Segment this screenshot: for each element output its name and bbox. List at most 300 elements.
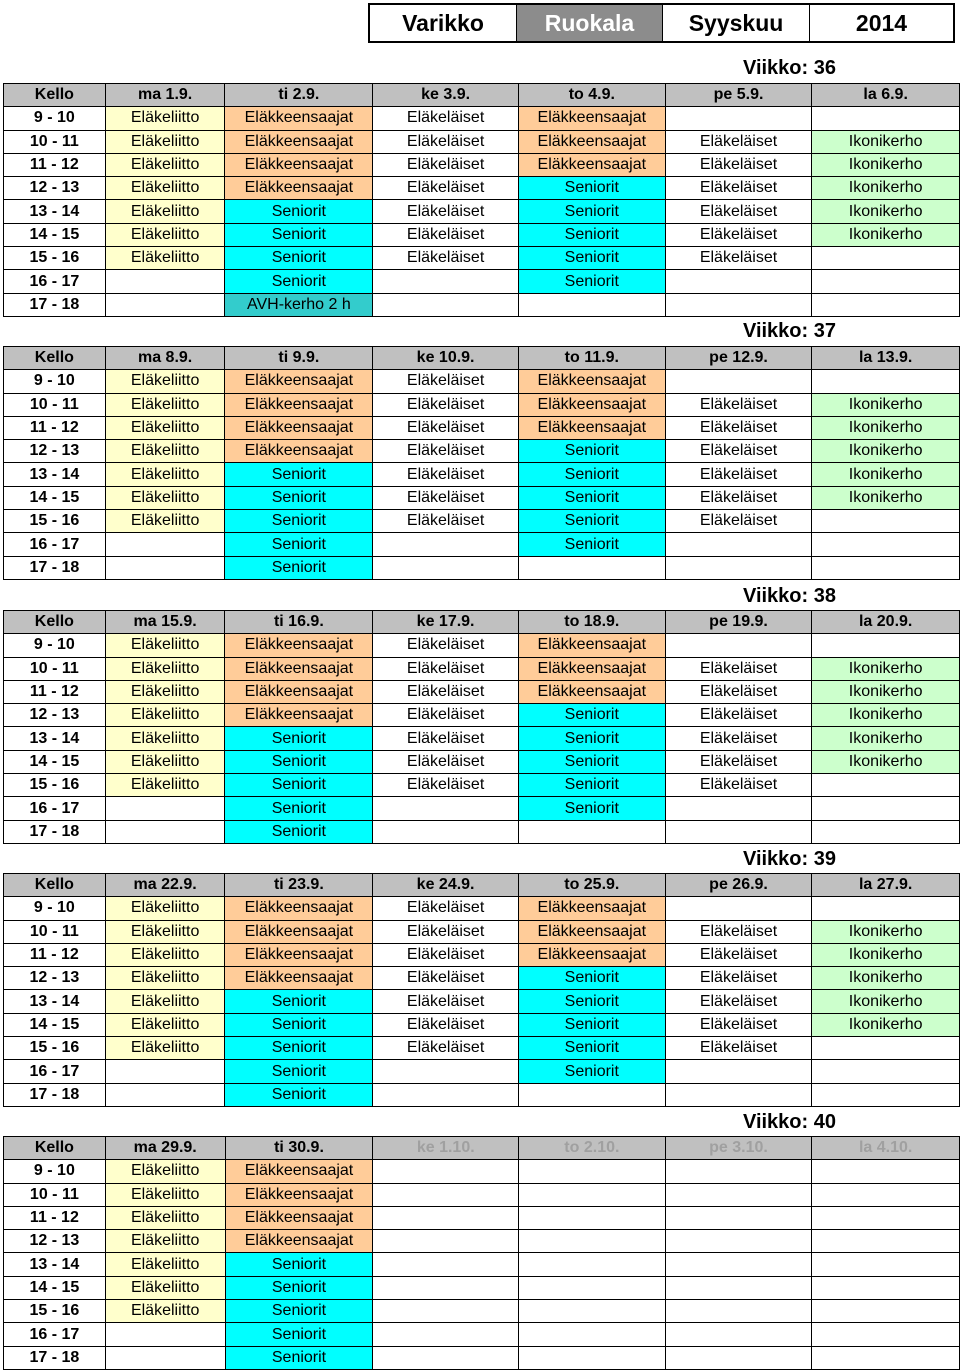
day-header: ke 24.9. bbox=[373, 874, 519, 897]
booking-seniorit: Seniorit bbox=[225, 1253, 373, 1276]
booking-elakkeensaajat: Eläkkeensaajat bbox=[225, 1160, 373, 1183]
empty-cell bbox=[812, 1276, 960, 1299]
time-slot: 10 - 11 bbox=[4, 393, 106, 416]
booking-elakelaiset: Eläkeläiset bbox=[665, 727, 812, 750]
header-row bbox=[4, 347, 960, 370]
booking-elakelaiset: Eläkeläiset bbox=[665, 1037, 812, 1060]
booking-elakkeensaajat: Eläkkeensaajat bbox=[225, 680, 373, 703]
table-row bbox=[4, 1230, 960, 1253]
week-schedule-table bbox=[3, 346, 960, 580]
booking-elakkeensaajat: Eläkkeensaajat bbox=[225, 107, 373, 130]
booking-ikonikerho: Ikonikerho bbox=[812, 943, 960, 966]
time-slot: 14 - 15 bbox=[4, 750, 106, 773]
week-schedule-table bbox=[3, 873, 960, 1107]
table-row bbox=[4, 820, 960, 843]
empty-cell bbox=[373, 270, 519, 293]
table-row bbox=[4, 1083, 960, 1106]
booking-ikonikerho: Ikonikerho bbox=[812, 416, 960, 439]
empty-cell bbox=[665, 1253, 812, 1276]
time-slot: 11 - 12 bbox=[4, 416, 106, 439]
table-row bbox=[4, 510, 960, 533]
booking-seniorit: Seniorit bbox=[225, 1060, 373, 1083]
day-header: pe 5.9. bbox=[665, 84, 812, 107]
empty-cell bbox=[518, 1083, 665, 1106]
day-header: ke 17.9. bbox=[373, 611, 519, 634]
table-row bbox=[4, 416, 960, 439]
day-header: la 6.9. bbox=[812, 84, 960, 107]
booking-ikonikerho: Ikonikerho bbox=[812, 990, 960, 1013]
day-header: to 2.10. bbox=[519, 1137, 666, 1160]
booking-seniorit: Seniorit bbox=[518, 797, 665, 820]
empty-cell bbox=[105, 1323, 225, 1346]
booking-ikonikerho: Ikonikerho bbox=[812, 153, 960, 176]
booking-elakeliitto: Eläkeliitto bbox=[105, 1253, 225, 1276]
booking-seniorit: Seniorit bbox=[518, 750, 665, 773]
booking-elakelaiset: Eläkeläiset bbox=[373, 153, 519, 176]
booking-elakelaiset: Eläkeläiset bbox=[373, 920, 519, 943]
empty-cell bbox=[812, 1323, 960, 1346]
empty-cell bbox=[105, 820, 225, 843]
time-slot: 9 - 10 bbox=[4, 897, 106, 920]
empty-cell bbox=[665, 1206, 812, 1229]
booking-elakkeensaajat: Eläkkeensaajat bbox=[518, 680, 665, 703]
empty-cell bbox=[665, 1060, 812, 1083]
booking-elakelaiset: Eläkeläiset bbox=[373, 897, 519, 920]
table-row bbox=[4, 153, 960, 176]
day-header: ma 15.9. bbox=[105, 611, 225, 634]
booking-elakkeensaajat: Eläkkeensaajat bbox=[225, 393, 373, 416]
time-slot: 13 - 14 bbox=[4, 1253, 106, 1276]
empty-cell bbox=[812, 1083, 960, 1106]
booking-elakkeensaajat: Eläkkeensaajat bbox=[225, 440, 373, 463]
empty-cell bbox=[665, 1230, 812, 1253]
booking-elakkeensaajat: Eläkkeensaajat bbox=[518, 107, 665, 130]
booking-elakkeensaajat: Eläkkeensaajat bbox=[225, 1230, 373, 1253]
booking-seniorit: Seniorit bbox=[518, 510, 665, 533]
booking-seniorit: Seniorit bbox=[225, 1037, 373, 1060]
booking-elakelaiset: Eläkeläiset bbox=[665, 486, 812, 509]
title-place: Varikko bbox=[402, 9, 484, 36]
booking-elakelaiset: Eläkeläiset bbox=[665, 247, 812, 270]
empty-cell bbox=[519, 1346, 666, 1369]
table-row bbox=[4, 920, 960, 943]
table-row bbox=[4, 533, 960, 556]
empty-cell bbox=[373, 1083, 519, 1106]
booking-elakelaiset: Eläkeläiset bbox=[665, 510, 812, 533]
title-venue: Ruokala bbox=[516, 5, 662, 41]
booking-elakelaiset: Eläkeläiset bbox=[373, 967, 519, 990]
booking-elakeliitto: Eläkeliitto bbox=[105, 153, 225, 176]
booking-ikonikerho: Ikonikerho bbox=[812, 657, 960, 680]
booking-seniorit: Seniorit bbox=[225, 1300, 373, 1323]
booking-elakkeensaajat: Eläkkeensaajat bbox=[518, 153, 665, 176]
table-row bbox=[4, 556, 960, 579]
booking-elakkeensaajat: Eläkkeensaajat bbox=[225, 704, 373, 727]
day-header: ke 10.9. bbox=[373, 347, 519, 370]
table-row bbox=[4, 967, 960, 990]
booking-elakelaiset: Eläkeläiset bbox=[373, 200, 519, 223]
empty-cell bbox=[665, 1160, 812, 1183]
day-header: la 4.10. bbox=[812, 1137, 960, 1160]
booking-elakelaiset: Eläkeläiset bbox=[665, 200, 812, 223]
empty-cell bbox=[373, 1323, 519, 1346]
day-header: to 25.9. bbox=[518, 874, 665, 897]
table-row bbox=[4, 293, 960, 316]
booking-seniorit: Seniorit bbox=[518, 223, 665, 246]
table-row bbox=[4, 727, 960, 750]
booking-seniorit: Seniorit bbox=[225, 1276, 373, 1299]
table-row bbox=[4, 1013, 960, 1036]
time-slot: 13 - 14 bbox=[4, 727, 106, 750]
booking-elakelaiset: Eläkeläiset bbox=[373, 1037, 519, 1060]
empty-cell bbox=[665, 1346, 812, 1369]
booking-elakeliitto: Eläkeliitto bbox=[105, 774, 225, 797]
booking-seniorit: Seniorit bbox=[225, 1346, 373, 1369]
booking-elakeliitto: Eläkeliitto bbox=[105, 200, 225, 223]
table-row bbox=[4, 1183, 960, 1206]
empty-cell bbox=[665, 556, 812, 579]
booking-elakeliitto: Eläkeliitto bbox=[105, 1230, 225, 1253]
title-year: 2014 bbox=[809, 5, 953, 41]
booking-ikonikerho: Ikonikerho bbox=[812, 130, 960, 153]
table-row bbox=[4, 704, 960, 727]
booking-elakeliitto: Eläkeliitto bbox=[105, 1300, 225, 1323]
time-slot: 16 - 17 bbox=[4, 270, 106, 293]
booking-elakelaiset: Eläkeläiset bbox=[665, 223, 812, 246]
empty-cell bbox=[665, 797, 812, 820]
empty-cell bbox=[105, 533, 225, 556]
booking-elakelaiset: Eläkeläiset bbox=[373, 510, 519, 533]
day-header: la 20.9. bbox=[812, 611, 960, 634]
table-row bbox=[4, 1346, 960, 1369]
empty-cell bbox=[812, 1206, 960, 1229]
booking-seniorit: Seniorit bbox=[225, 990, 373, 1013]
day-header: pe 3.10. bbox=[665, 1137, 812, 1160]
day-header: ma 8.9. bbox=[105, 347, 225, 370]
booking-elakkeensaajat: Eläkkeensaajat bbox=[518, 943, 665, 966]
booking-elakkeensaajat: Eläkkeensaajat bbox=[518, 370, 665, 393]
empty-cell bbox=[812, 1253, 960, 1276]
booking-elakelaiset: Eläkeläiset bbox=[373, 463, 519, 486]
table-row bbox=[4, 370, 960, 393]
empty-cell bbox=[812, 634, 960, 657]
booking-seniorit: Seniorit bbox=[225, 200, 373, 223]
booking-elakelaiset: Eläkeläiset bbox=[373, 223, 519, 246]
week-schedule-table bbox=[3, 1136, 960, 1370]
booking-seniorit: Seniorit bbox=[518, 1060, 665, 1083]
booking-elakelaiset: Eläkeläiset bbox=[373, 634, 519, 657]
empty-cell bbox=[373, 1276, 519, 1299]
day-header: ti 16.9. bbox=[225, 611, 373, 634]
table-row bbox=[4, 107, 960, 130]
booking-seniorit: Seniorit bbox=[518, 200, 665, 223]
day-header: ke 3.9. bbox=[373, 84, 519, 107]
time-slot: 15 - 16 bbox=[4, 1037, 106, 1060]
table-row bbox=[4, 634, 960, 657]
booking-elakkeensaajat: Eläkkeensaajat bbox=[225, 1206, 373, 1229]
kello-header: Kello bbox=[4, 84, 106, 107]
time-slot: 9 - 10 bbox=[4, 1160, 106, 1183]
time-slot: 13 - 14 bbox=[4, 990, 106, 1013]
empty-cell bbox=[665, 820, 812, 843]
empty-cell bbox=[105, 1346, 225, 1369]
header-row bbox=[4, 1137, 960, 1160]
day-header: ti 9.9. bbox=[225, 347, 373, 370]
table-row bbox=[4, 486, 960, 509]
booking-elakelaiset: Eläkeläiset bbox=[665, 416, 812, 439]
week-label: Viikko: 36 bbox=[742, 57, 836, 79]
booking-seniorit: Seniorit bbox=[518, 463, 665, 486]
table-row bbox=[4, 774, 960, 797]
day-header: pe 26.9. bbox=[665, 874, 812, 897]
booking-elakeliitto: Eläkeliitto bbox=[105, 130, 225, 153]
title-month: Syyskuu bbox=[662, 5, 809, 41]
booking-elakkeensaajat: Eläkkeensaajat bbox=[225, 943, 373, 966]
empty-cell bbox=[812, 270, 960, 293]
empty-cell bbox=[373, 1346, 519, 1369]
booking-seniorit: Seniorit bbox=[225, 797, 373, 820]
booking-elakkeensaajat: Eläkkeensaajat bbox=[518, 897, 665, 920]
booking-elakeliitto: Eläkeliitto bbox=[105, 634, 225, 657]
empty-cell bbox=[812, 897, 960, 920]
table-row bbox=[4, 990, 960, 1013]
time-slot: 14 - 15 bbox=[4, 1013, 106, 1036]
booking-elakelaiset: Eläkeläiset bbox=[373, 704, 519, 727]
booking-elakelaiset: Eläkeläiset bbox=[373, 130, 519, 153]
booking-elakelaiset: Eläkeläiset bbox=[665, 680, 812, 703]
booking-seniorit: Seniorit bbox=[518, 704, 665, 727]
booking-elakkeensaajat: Eläkkeensaajat bbox=[225, 416, 373, 439]
time-slot: 10 - 11 bbox=[4, 130, 106, 153]
booking-elakelaiset: Eläkeläiset bbox=[373, 370, 519, 393]
time-slot: 15 - 16 bbox=[4, 247, 106, 270]
booking-seniorit: Seniorit bbox=[225, 223, 373, 246]
empty-cell bbox=[105, 797, 225, 820]
time-slot: 11 - 12 bbox=[4, 1206, 106, 1229]
empty-cell bbox=[812, 1183, 960, 1206]
empty-cell bbox=[665, 897, 812, 920]
booking-seniorit: Seniorit bbox=[225, 774, 373, 797]
booking-elakelaiset: Eläkeläiset bbox=[373, 750, 519, 773]
booking-seniorit: Seniorit bbox=[518, 177, 665, 200]
empty-cell bbox=[519, 1206, 666, 1229]
empty-cell bbox=[518, 556, 665, 579]
booking-elakeliitto: Eläkeliitto bbox=[105, 920, 225, 943]
empty-cell bbox=[665, 107, 812, 130]
time-slot: 12 - 13 bbox=[4, 177, 106, 200]
booking-ikonikerho: Ikonikerho bbox=[812, 680, 960, 703]
time-slot: 10 - 11 bbox=[4, 1183, 106, 1206]
empty-cell bbox=[373, 1206, 519, 1229]
week-schedule-table bbox=[3, 610, 960, 844]
time-slot: 12 - 13 bbox=[4, 1230, 106, 1253]
empty-cell bbox=[373, 797, 519, 820]
empty-cell bbox=[812, 1300, 960, 1323]
booking-seniorit: Seniorit bbox=[518, 727, 665, 750]
booking-elakelaiset: Eläkeläiset bbox=[665, 750, 812, 773]
booking-elakelaiset: Eläkeläiset bbox=[373, 657, 519, 680]
empty-cell bbox=[812, 774, 960, 797]
table-row bbox=[4, 270, 960, 293]
time-slot: 11 - 12 bbox=[4, 680, 106, 703]
empty-cell bbox=[665, 370, 812, 393]
time-slot: 14 - 15 bbox=[4, 1276, 106, 1299]
empty-cell bbox=[373, 293, 519, 316]
empty-cell bbox=[812, 510, 960, 533]
booking-elakeliitto: Eläkeliitto bbox=[105, 393, 225, 416]
booking-elakkeensaajat: Eläkkeensaajat bbox=[225, 1183, 373, 1206]
empty-cell bbox=[519, 1323, 666, 1346]
empty-cell bbox=[812, 1346, 960, 1369]
booking-elakkeensaajat: Eläkkeensaajat bbox=[518, 393, 665, 416]
empty-cell bbox=[519, 1300, 666, 1323]
booking-elakelaiset: Eläkeläiset bbox=[665, 967, 812, 990]
booking-elakelaiset: Eläkeläiset bbox=[373, 774, 519, 797]
kello-header: Kello bbox=[4, 611, 106, 634]
booking-elakeliitto: Eläkeliitto bbox=[105, 510, 225, 533]
empty-cell bbox=[812, 533, 960, 556]
time-slot: 10 - 11 bbox=[4, 657, 106, 680]
booking-seniorit: Seniorit bbox=[225, 1013, 373, 1036]
booking-seniorit: Seniorit bbox=[518, 967, 665, 990]
booking-elakelaiset: Eläkeläiset bbox=[665, 1013, 812, 1036]
day-header: ke 1.10. bbox=[373, 1137, 519, 1160]
day-header: la 27.9. bbox=[812, 874, 960, 897]
empty-cell bbox=[373, 1300, 519, 1323]
booking-elakeliitto: Eläkeliitto bbox=[105, 727, 225, 750]
booking-elakelaiset: Eläkeläiset bbox=[373, 1013, 519, 1036]
booking-seniorit: Seniorit bbox=[518, 990, 665, 1013]
booking-elakeliitto: Eläkeliitto bbox=[105, 943, 225, 966]
time-slot: 17 - 18 bbox=[4, 1083, 106, 1106]
booking-seniorit: Seniorit bbox=[225, 533, 373, 556]
empty-cell bbox=[105, 270, 225, 293]
table-row bbox=[4, 130, 960, 153]
empty-cell bbox=[812, 797, 960, 820]
time-slot: 17 - 18 bbox=[4, 820, 106, 843]
table-row bbox=[4, 657, 960, 680]
empty-cell bbox=[812, 1230, 960, 1253]
table-row bbox=[4, 1060, 960, 1083]
day-header: ma 29.9. bbox=[105, 1137, 225, 1160]
booking-elakkeensaajat: Eläkkeensaajat bbox=[225, 370, 373, 393]
time-slot: 17 - 18 bbox=[4, 1346, 106, 1369]
empty-cell bbox=[812, 247, 960, 270]
time-slot: 16 - 17 bbox=[4, 1060, 106, 1083]
booking-elakelaiset: Eläkeläiset bbox=[373, 177, 519, 200]
booking-elakeliitto: Eläkeliitto bbox=[105, 680, 225, 703]
booking-elakelaiset: Eläkeläiset bbox=[373, 247, 519, 270]
empty-cell bbox=[105, 1083, 225, 1106]
day-header: la 13.9. bbox=[812, 347, 960, 370]
booking-elakeliitto: Eläkeliitto bbox=[105, 1160, 225, 1183]
day-header: pe 12.9. bbox=[665, 347, 812, 370]
time-slot: 16 - 17 bbox=[4, 1323, 106, 1346]
booking-elakkeensaajat: Eläkkeensaajat bbox=[518, 416, 665, 439]
booking-seniorit: Seniorit bbox=[225, 247, 373, 270]
booking-elakeliitto: Eläkeliitto bbox=[105, 704, 225, 727]
time-slot: 17 - 18 bbox=[4, 293, 106, 316]
empty-cell bbox=[373, 1160, 519, 1183]
booking-elakeliitto: Eläkeliitto bbox=[105, 750, 225, 773]
empty-cell bbox=[518, 820, 665, 843]
booking-seniorit: Seniorit bbox=[225, 556, 373, 579]
table-row bbox=[4, 1160, 960, 1183]
time-slot: 15 - 16 bbox=[4, 1300, 106, 1323]
booking-elakeliitto: Eläkeliitto bbox=[105, 440, 225, 463]
booking-elakeliitto: Eläkeliitto bbox=[105, 107, 225, 130]
empty-cell bbox=[812, 107, 960, 130]
booking-elakeliitto: Eläkeliitto bbox=[105, 1013, 225, 1036]
day-header: to 4.9. bbox=[518, 84, 665, 107]
booking-seniorit: Seniorit bbox=[518, 1037, 665, 1060]
table-row bbox=[4, 750, 960, 773]
empty-cell bbox=[519, 1160, 666, 1183]
booking-elakkeensaajat: Eläkkeensaajat bbox=[225, 153, 373, 176]
empty-cell bbox=[665, 293, 812, 316]
booking-elakelaiset: Eläkeläiset bbox=[373, 440, 519, 463]
booking-elakeliitto: Eläkeliitto bbox=[105, 223, 225, 246]
booking-ikonikerho: Ikonikerho bbox=[812, 704, 960, 727]
table-row bbox=[4, 177, 960, 200]
time-slot: 16 - 17 bbox=[4, 533, 106, 556]
time-slot: 17 - 18 bbox=[4, 556, 106, 579]
booking-ikonikerho: Ikonikerho bbox=[812, 727, 960, 750]
booking-elakkeensaajat: Eläkkeensaajat bbox=[225, 130, 373, 153]
booking-seniorit: Seniorit bbox=[518, 774, 665, 797]
time-slot: 14 - 15 bbox=[4, 486, 106, 509]
day-header: pe 19.9. bbox=[665, 611, 812, 634]
kello-header: Kello bbox=[4, 1137, 106, 1160]
week-label: Viikko: 40 bbox=[742, 1111, 836, 1133]
empty-cell bbox=[812, 293, 960, 316]
booking-elakelaiset: Eläkeläiset bbox=[665, 463, 812, 486]
empty-cell bbox=[665, 634, 812, 657]
booking-elakelaiset: Eläkeläiset bbox=[373, 943, 519, 966]
booking-elakeliitto: Eläkeliitto bbox=[105, 370, 225, 393]
time-slot: 16 - 17 bbox=[4, 797, 106, 820]
time-slot: 14 - 15 bbox=[4, 223, 106, 246]
booking-elakeliitto: Eläkeliitto bbox=[105, 657, 225, 680]
header-row bbox=[4, 84, 960, 107]
time-slot: 11 - 12 bbox=[4, 943, 106, 966]
booking-elakelaiset: Eläkeläiset bbox=[665, 130, 812, 153]
booking-elakeliitto: Eläkeliitto bbox=[105, 486, 225, 509]
table-row bbox=[4, 1323, 960, 1346]
empty-cell bbox=[105, 1060, 225, 1083]
title-header bbox=[368, 3, 955, 43]
booking-elakkeensaajat: Eläkkeensaajat bbox=[225, 920, 373, 943]
empty-cell bbox=[373, 1183, 519, 1206]
booking-seniorit: Seniorit bbox=[225, 463, 373, 486]
booking-seniorit: Seniorit bbox=[225, 750, 373, 773]
time-slot: 9 - 10 bbox=[4, 634, 106, 657]
booking-seniorit: Seniorit bbox=[225, 270, 373, 293]
empty-cell bbox=[812, 820, 960, 843]
booking-elakeliitto: Eläkeliitto bbox=[105, 416, 225, 439]
empty-cell bbox=[812, 1037, 960, 1060]
booking-elakkeensaajat: Eläkkeensaajat bbox=[518, 130, 665, 153]
booking-ikonikerho: Ikonikerho bbox=[812, 967, 960, 990]
booking-elakkeensaajat: Eläkkeensaajat bbox=[225, 657, 373, 680]
booking-elakeliitto: Eläkeliitto bbox=[105, 1183, 225, 1206]
booking-ikonikerho: Ikonikerho bbox=[812, 200, 960, 223]
time-slot: 15 - 16 bbox=[4, 510, 106, 533]
header-row bbox=[4, 611, 960, 634]
booking-elakeliitto: Eläkeliitto bbox=[105, 897, 225, 920]
booking-elakelaiset: Eläkeläiset bbox=[665, 943, 812, 966]
booking-ikonikerho: Ikonikerho bbox=[812, 486, 960, 509]
